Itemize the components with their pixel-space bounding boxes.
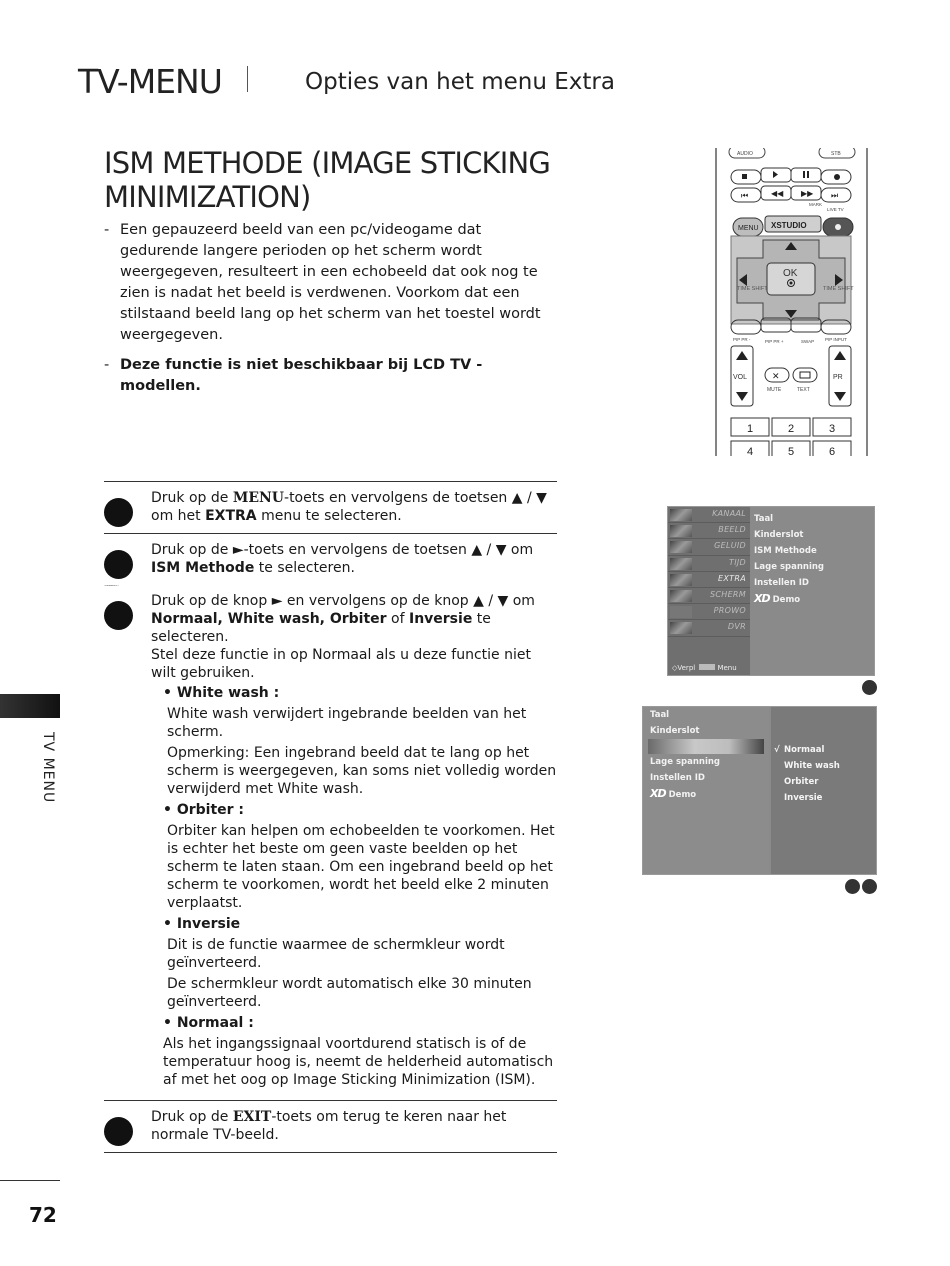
step-indicator-dot [845, 879, 860, 894]
remote-control-illustration [715, 148, 868, 456]
svg-text:▶▶: ▶▶ [801, 189, 814, 198]
menu-option-list [643, 707, 769, 874]
menu-option: Kinderslot [650, 726, 700, 736]
extra-menu-screenshot [667, 506, 875, 676]
pip-pr-plus-label: PIP PR + [765, 339, 784, 344]
divider [104, 1152, 557, 1153]
vol-label: VOL [733, 374, 748, 381]
menu-option: Kinderslot [754, 530, 804, 540]
swap-label: SWAP [801, 339, 815, 344]
step-4: Druk op de EXIT-toets om terug te keren naar het normale TV-beeld. [104, 1101, 557, 1152]
stb-label: STB [831, 151, 841, 157]
menu-option-xd-demo: XD Demo [754, 592, 801, 605]
manual-section-subtitle: Opties van het menu Extra [305, 69, 615, 95]
chapter-label: TV MENU [40, 732, 56, 804]
page-number-rule [0, 1180, 60, 1181]
chapter-tab [0, 694, 60, 718]
menu-category: DVR [668, 620, 750, 636]
time-shift-left-label: TIME SHIFT [737, 286, 768, 292]
menu-extra-options [754, 511, 872, 607]
option-white-wash: • White wash : White wash verwijdert ingebrande beelden van het scherm. Opmerking: Een ingebrand beeld dat te lang op het scherm is weergegeven, kan soms niet volledig worden verwijderd met White wash. [163, 685, 557, 797]
step-indicator-dot [862, 879, 877, 894]
menu-option: Lage spanning [650, 757, 720, 767]
audio-label: AUDIO [737, 151, 753, 157]
header-separator [247, 66, 248, 92]
text-label: TEXT [797, 387, 810, 393]
mark-label: MARK [809, 202, 823, 207]
menu-option: Instellen ID [754, 578, 809, 588]
option-inversie: • Inversie Dit is de functie waarmee de schermkleur wordt geïnverteerd. De schermkleur wordt automatisch elke 30 minuten geïnverteerd. [163, 916, 532, 1010]
xstudio-label: XSTUDIO [771, 221, 807, 230]
submenu-option: White wash [784, 761, 840, 771]
menu-option: Instellen ID [650, 773, 705, 783]
menu-category: BEELD [668, 523, 750, 539]
key-4: 4 [747, 446, 754, 456]
key-2: 2 [788, 423, 795, 435]
svg-text:◀◀: ◀◀ [771, 189, 784, 198]
menu-option: Taal [754, 514, 774, 524]
step-1: Druk op de MENU-toets en vervolgens de toetsen ▲ / ▼ om het EXTRA menu te selecteren. [104, 482, 557, 533]
checkmark-icon: √ [774, 745, 780, 755]
menu-label: MENU [738, 225, 759, 232]
manual-section-title: TV-MENU [78, 62, 222, 101]
ism-submenu [771, 707, 876, 874]
option-normaal: • Normaal : Als het ingangssignaal voortdurend statisch is of de temperatuur hoog is, neemt de helderheid automatisch af met het oog op Image Sticking Minimization (ISM). [163, 1015, 554, 1088]
ism-method-menu-screenshot [642, 706, 877, 875]
pip-pr-minus-label: PIP PR - [733, 337, 751, 342]
page-number: 72 [29, 1203, 57, 1227]
step-marker [104, 550, 133, 579]
key-1: 1 [747, 423, 754, 435]
menu-category: SCHERM [668, 588, 750, 604]
key-5: 5 [788, 446, 795, 456]
menu-option: Taal [650, 710, 670, 720]
menu-option-xd-demo: XD Demo [650, 787, 697, 800]
menu-category-selected: EXTRA [668, 572, 750, 588]
intro-paragraph-2: - Deze functie is niet beschikbaar bij LCD TV -modellen. [104, 355, 554, 397]
submenu-option: Inversie [784, 793, 823, 803]
step-2: Druk op de ►-toets en vervolgens de toetsen ▲ / ▼ om ISM Methode te selecteren. [104, 534, 557, 585]
menu-category: PROWO [668, 604, 750, 620]
svg-text:✕: ✕ [772, 371, 780, 381]
step-3: Druk op de knop ► en vervolgens op de knop ▲ / ▼ om Normaal, White wash, Orbiter of Inversie te selecteren. Stel deze functie in op Normaal als u deze functie niet wilt gebruiken. • White wash : White wash verwijdert ingebrande beelden van het scherm. Opmerking: Een ingebrand beeld dat te lang op het scherm is weergegeven, kan soms niet volledig worden verwijderd met White wash. • Orbiter : Orbiter kan helpen om echobeelden te voorkomen. Het is echter het beste om geen vaste beelden op het scherm te laten staan. Om een ingebrand beeld op het scherm te voorkomen, wordt het beeld elke 2 minuten verplaatst. • Inversie Dit is de functie waarmee de schermkleur wordt geïnverteerd. De schermkleur wordt automatisch elke 30 minuten geïnverteerd. • Normaal : Als het ingangssignaal voortdurend statisch is of de temperatuur hoog is, neemt de helderheid automatisch af met het oog op Image Sticking Minimization (ISM). [104, 585, 557, 1100]
intro-paragraph-1: - Een gepauzeerd beeld van een pc/videogame dat gedurende langere perioden op het scherm wordt weergegeven, resulteert in een echobeeld dat ook nog te zien is nadat het beeld is verdwenen. Voorkom dat een stilstaand beeld lang op het scherm van het toestel wordt weergegeven. [104, 220, 554, 346]
menu-category: TIJD [668, 556, 750, 572]
step-indicator-dot [862, 680, 877, 695]
intro-text [104, 220, 554, 406]
live-tv-label: LIVE TV [827, 207, 844, 212]
key-3: 3 [829, 423, 836, 435]
pr-label: PR [833, 374, 843, 381]
menu-option-highlighted [648, 739, 764, 754]
menu-option: ISM Methode [754, 546, 817, 556]
key-6: 6 [829, 446, 836, 456]
submenu-option: Orbiter [784, 777, 819, 787]
menu-category-list [668, 507, 750, 675]
option-orbiter: • Orbiter : Orbiter kan helpen om echobeelden te voorkomen. Het is echter het beste om geen vaste beelden op het scherm te laten staan. Om een ingebrand beeld op het scherm te voorkomen, wordt het beeld elke 2 minuten verplaatst. [163, 802, 555, 911]
pip-input-label: PIP INPUT [825, 337, 847, 342]
menu-footer: ◇Verpl Menu [672, 664, 737, 672]
menu-category: KANAAL [668, 507, 750, 523]
svg-text:⏭: ⏭ [831, 191, 839, 200]
step-marker [104, 1117, 133, 1146]
svg-text:⏮: ⏮ [741, 191, 749, 200]
time-shift-right-label: TIME SHIFT [823, 286, 854, 292]
submenu-option-selected: √ Normaal [771, 742, 876, 758]
ok-label: OK [783, 268, 798, 279]
instruction-steps [104, 481, 557, 1153]
step-marker [104, 601, 133, 630]
mute-label: MUTE [767, 387, 782, 393]
menu-option: Lage spanning [754, 562, 824, 572]
menu-category: GELUID [668, 539, 750, 555]
page-heading: ISM METHODE (IMAGE STICKING MINIMIZATION) [104, 146, 551, 214]
step-3-note: Stel deze functie in op Normaal als u deze functie niet wilt gebruiken. [151, 647, 531, 681]
step-marker [104, 498, 133, 527]
